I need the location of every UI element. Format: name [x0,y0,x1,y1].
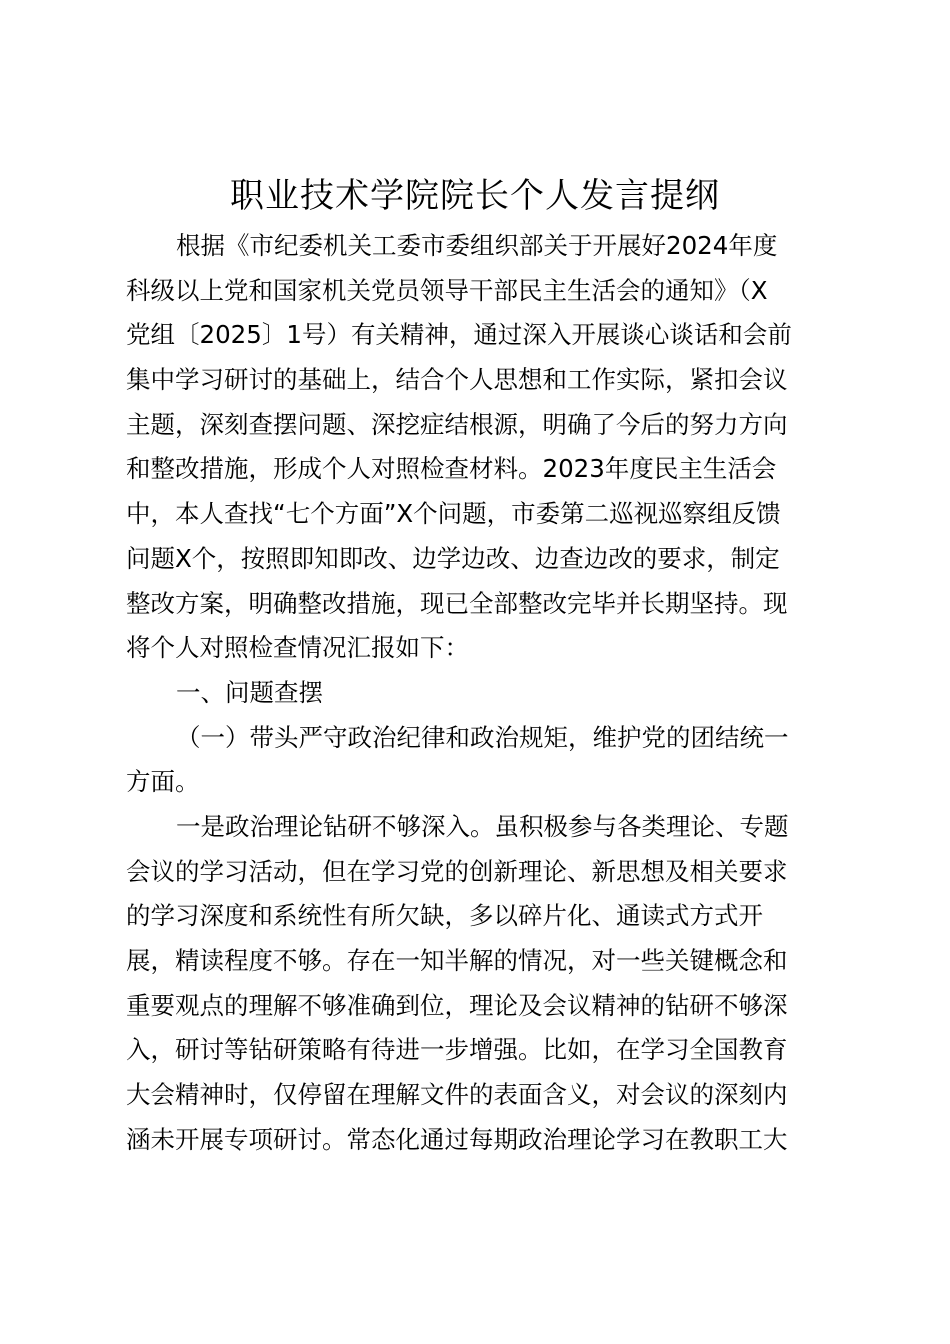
paragraph-line: 问题X个，按照即知即改、边学边改、边查边改的要求，制定 [126,543,780,573]
paragraph-line: 一是政治理论钻研不够深入。虽积极参与各类理论、专题 [176,811,789,841]
paragraph-line: 重要观点的理解不够准确到位，理论及会议精神的钻研不够深 [126,990,788,1020]
section-heading: 一、问题查摆 [176,677,323,707]
paragraph-line: 涵未开展专项研讨。常态化通过每期政治理论学习在教职工大 [126,1124,788,1154]
paragraph-line: 集中学习研讨的基础上，结合个人思想和工作实际，紧扣会议 [126,365,788,395]
paragraph-line: 会议的学习活动，但在学习党的创新理论、新思想及相关要求 [126,856,788,886]
paragraph-line: 整改方案，明确整改措施，现已全部整改完毕并长期坚持。现 [126,588,788,618]
paragraph-line: 和整改措施，形成个人对照检查材料。2023年度民主生活会 [126,454,777,484]
paragraph-line: 将个人对照检查情况汇报如下： [126,633,469,663]
subsection-heading: （一）带头严守政治纪律和政治规矩，维护党的团结统一 [176,722,789,752]
paragraph-line: 大会精神时，仅停留在理解文件的表面含义，对会议的深刻内 [126,1080,788,1110]
paragraph-line: 根据《市纪委机关工委市委组织部关于开展好2024年度 [176,231,778,260]
paragraph-line: 的学习深度和系统性有所欠缺，多以碎片化、通读式方式开 [126,901,763,931]
paragraph-line: 展，精读程度不够。存在一知半解的情况，对一些关键概念和 [126,946,788,975]
paragraph-line: 入，研讨等钻研策略有待进一步增强。比如，在学习全国教育 [126,1035,788,1065]
paragraph-line: 科级以上党和国家机关党员领导干部民主生活会的通知》（X [126,275,768,305]
document-title: 职业技术学院院长个人发言提纲 [230,176,720,216]
paragraph-line: 中，本人查找“七个方面”X个问题，市委第二巡视巡察组反馈 [126,499,781,529]
subsection-heading-continued: 方面。 [126,767,200,797]
paragraph-line: 主题，深刻查摆问题、深挖症结根源，明确了今后的努力方向 [126,409,788,439]
paragraph-line: 党组〔2025〕1号）有关精神，通过深入开展谈心谈话和会前 [126,320,792,350]
document-body [126,224,826,1162]
